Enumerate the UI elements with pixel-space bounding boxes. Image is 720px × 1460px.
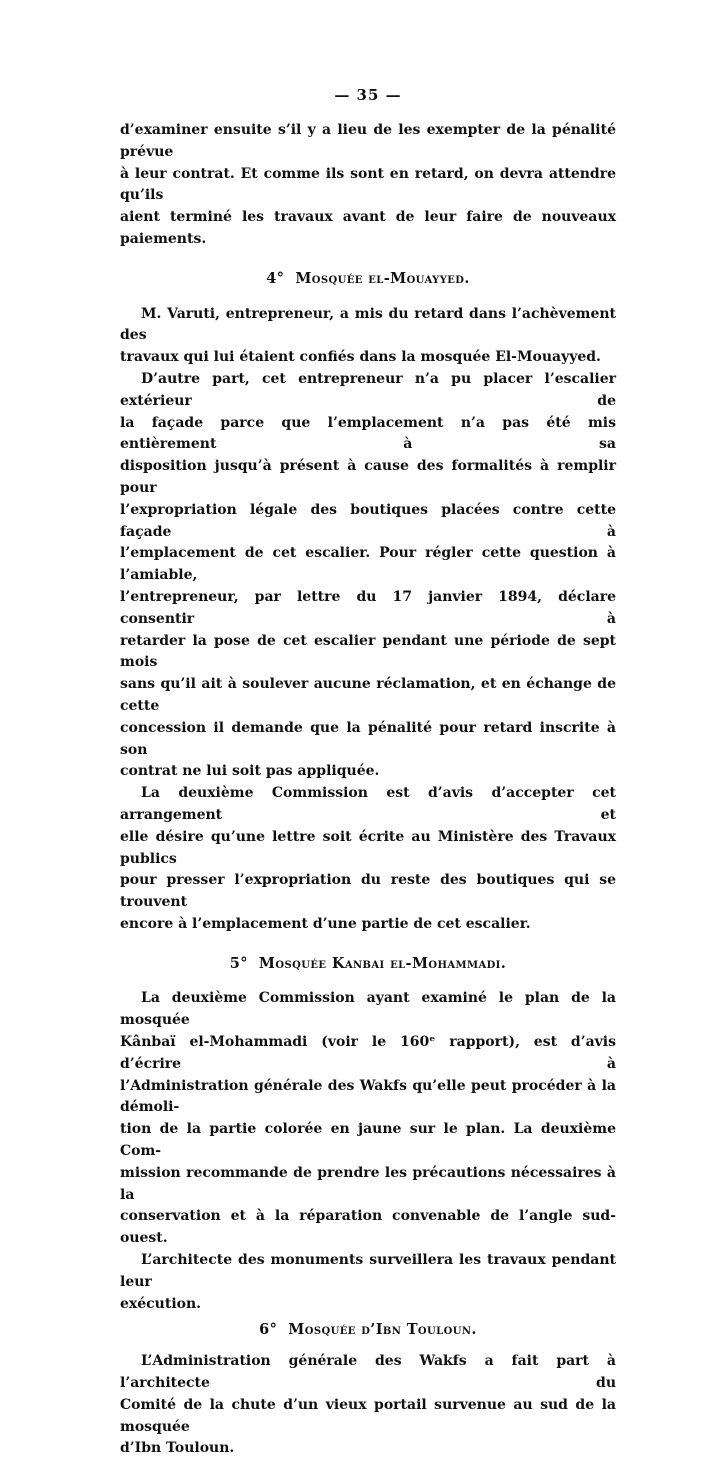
text-line: d’Ibn Touloun.: [120, 1440, 235, 1457]
paragraph: [120, 1250, 616, 1315]
text-line: contrat ne lui soit pas appliquée.: [120, 763, 380, 780]
text-line: L’architecte des monuments surveillera les travaux pendant leur: [120, 1252, 616, 1290]
section-number: 6°: [259, 1321, 278, 1339]
paragraph: [120, 120, 616, 251]
section-title: Mosquée Kanbai el-Mohammadi.: [258, 954, 507, 972]
paragraph: [120, 1351, 616, 1460]
text-line: elle désire qu’une lettre soit écrite au Ministère des Travaux publics: [120, 828, 616, 867]
text-line: l’entrepreneur, par lettre du 17 janvier 1894, déclare consentir à: [120, 588, 616, 627]
text-line: Kânbaï el-Mohammadi (voir le 160ᵉ rapport), est d’avis d’écrire à: [120, 1034, 616, 1072]
text-line: à leur contrat. Et comme ils sont en retard, on devra attendre qu’ils: [120, 165, 616, 204]
text-column: [120, 120, 616, 1460]
text-line: l’Administration générale des Wakfs qu’elle peut procéder à la démoli-: [120, 1077, 616, 1116]
text-line: sans qu’il ait à soulever aucune réclamation, et en échange de cette: [120, 676, 616, 714]
paragraph: [120, 369, 616, 783]
text-line: Comité de la chute d’un vieux portail survenue au sud de la mosquée: [120, 1396, 616, 1435]
section-title: Mosquée el-Mouayyed.: [295, 269, 470, 287]
text-line: retarder la pose de cet escalier pendant une période de sept mois: [120, 632, 616, 671]
text-line: D’autre part, cet entrepreneur n’a pu placer l’escalier extérieur de: [120, 370, 616, 409]
section-heading: [120, 1319, 616, 1341]
text-line: conservation et à la réparation convenable de l’angle sud-ouest.: [120, 1208, 616, 1247]
text-line: l’emplacement de cet escalier. Pour régler cette question à l’amiable,: [120, 545, 616, 584]
paragraph: [120, 783, 616, 936]
text-line: d’examiner ensuite s’il y a lieu de les exempter de la pénalité prévue: [120, 122, 616, 160]
text-line: aient terminé les travaux avant de leur faire de nouveaux paiements.: [120, 209, 616, 247]
text-line: La deuxième Commission est d’avis d’accepter cet arrangement et: [120, 785, 616, 823]
text-line: concession il demande que la pénalité pour retard inscrite à son: [120, 719, 616, 758]
text-line: L’Administration générale des Wakfs a fait part à l’architecte du: [120, 1353, 616, 1392]
text-line: M. Varuti, entrepreneur, a mis du retard dans l’achèvement des: [120, 305, 616, 344]
section-heading: [120, 953, 616, 975]
text-line: disposition jusqu’à présent à cause des formalités à remplir pour: [120, 458, 616, 496]
text-line: La deuxième Commission ayant examiné le plan de la mosquée: [120, 990, 616, 1029]
page-number: — 35 —: [334, 86, 402, 104]
text-line: pour presser l’expropriation du reste des boutiques qui se trouvent: [120, 872, 616, 911]
section-number: 4°: [266, 269, 285, 287]
text-line: tion de la partie colorée en jaune sur le plan. La deuxième Com-: [120, 1121, 616, 1160]
paragraph: [120, 304, 616, 369]
text-line: encore à l’emplacement d’une partie de cet escalier.: [120, 915, 531, 932]
section-title: Mosquée d’Ibn Touloun.: [288, 1321, 477, 1339]
paragraph: [120, 988, 616, 1250]
text-line: mission recommande de prendre les précautions nécessaires à la: [120, 1164, 616, 1203]
text-line: exécution.: [120, 1295, 202, 1312]
section-heading: [120, 268, 616, 290]
section-number: 5°: [229, 954, 248, 972]
text-line: travaux qui lui étaient confiés dans la mosquée El-Mouayyed.: [120, 349, 601, 366]
text-line: l’expropriation légale des boutiques placées contre cette façade à: [120, 501, 616, 540]
text-line: la façade parce que l’emplacement n’a pas été mis entièrement à sa: [120, 414, 616, 453]
